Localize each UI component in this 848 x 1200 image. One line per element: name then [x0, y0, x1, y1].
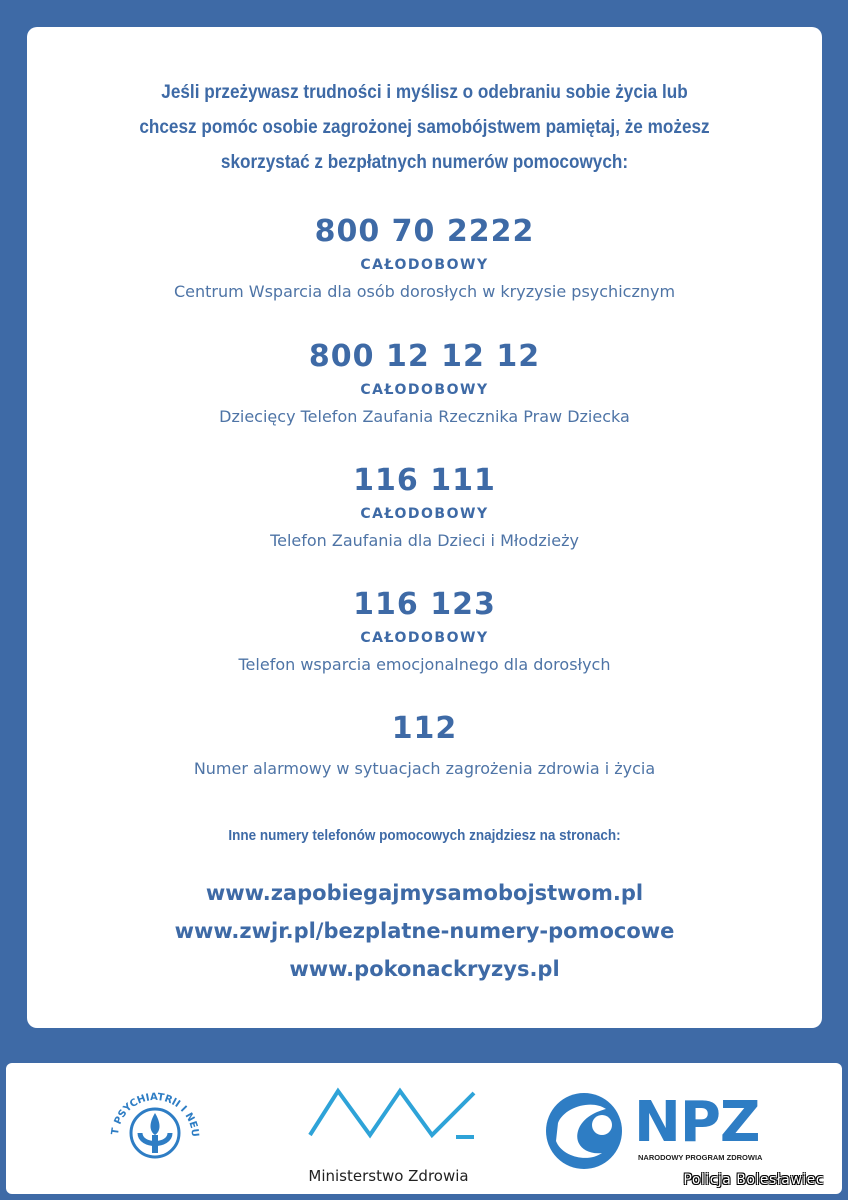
ipin-logo: [104, 1089, 206, 1173]
svg-text:INSTYTUT PSYCHIATRII I NEUROLO: T PSYCHIATRII I NEU: [109, 1091, 201, 1138]
other-numbers-text: Inne numery telefonów pomocowych znajdziesz na stronach:: [228, 827, 621, 844]
ministerstwo-zdrowia-logo: [296, 1083, 481, 1183]
hotline-description: Centrum Wsparcia dla osób dorosłych w kryzysie psychicznym: [173, 282, 676, 301]
link-pokonackryzys[interactable]: www.pokonackryzys.pl: [289, 957, 560, 981]
links-list: [27, 874, 822, 988]
ipin-emblem-icon: [104, 1089, 206, 1173]
hotline-hours: CAŁODOBOWY: [360, 382, 489, 398]
link-zwjr[interactable]: www.zwjr.pl/bezplatne-numery-pomocowe: [174, 919, 675, 943]
intro-text: [75, 75, 775, 180]
intro-line-2: chcesz pomóc osobie zagrożonej samobójstwem pamiętaj, że możesz: [139, 116, 710, 138]
npz-logo: [542, 1087, 782, 1179]
mz-label: Ministerstwo Zdrowia: [308, 1167, 469, 1185]
hotline-description: Dziecięcy Telefon Zaufania Rzecznika Praw Dziecka: [219, 407, 630, 426]
mz-zigzag-icon: [296, 1083, 481, 1163]
hotline-description: Telefon wsparcia emocjonalnego dla dorosłych: [238, 655, 611, 674]
intro-line-3: skorzystać z bezpłatnych numerów pomocowych:: [220, 151, 629, 173]
intro-line-1: Jeśli przeżywasz trudności i myślisz o odebraniu sobie życia lub: [161, 81, 688, 103]
link-zapobiegajmy[interactable]: www.zapobiegajmysamobojstwom.pl: [205, 881, 644, 905]
hotline-hours: CAŁODOBOWY: [360, 506, 489, 522]
hotline-hours: CAŁODOBOWY: [360, 257, 489, 273]
hotline-block: [27, 214, 822, 302]
watermark: Policja Bolesławiec: [683, 1172, 824, 1188]
hotline-number[interactable]: 116 111: [353, 463, 496, 498]
hotline-number[interactable]: 800 12 12 12: [308, 339, 541, 374]
hotline-number[interactable]: 800 70 2222: [314, 214, 535, 249]
npz-letters: NPZ: [634, 1090, 760, 1155]
hotline-number[interactable]: 112: [391, 711, 458, 746]
npz-swirl-icon: [542, 1087, 628, 1175]
hotline-block: [27, 463, 822, 551]
hotline-description: Telefon Zaufania dla Dzieci i Młodzieży: [270, 531, 579, 550]
hotline-number[interactable]: 116 123: [353, 587, 496, 622]
hotline-block: [27, 587, 822, 675]
hotline-block: [27, 339, 822, 427]
hotline-block: [27, 711, 822, 779]
info-card: [27, 27, 822, 1028]
npz-subtitle: NARODOWY PROGRAM ZDROWIA: [638, 1153, 763, 1162]
hotline-hours: CAŁODOBOWY: [360, 630, 489, 646]
hotline-description: Numer alarmowy w sytuacjach zagrożenia zdrowia i życia: [193, 759, 656, 778]
